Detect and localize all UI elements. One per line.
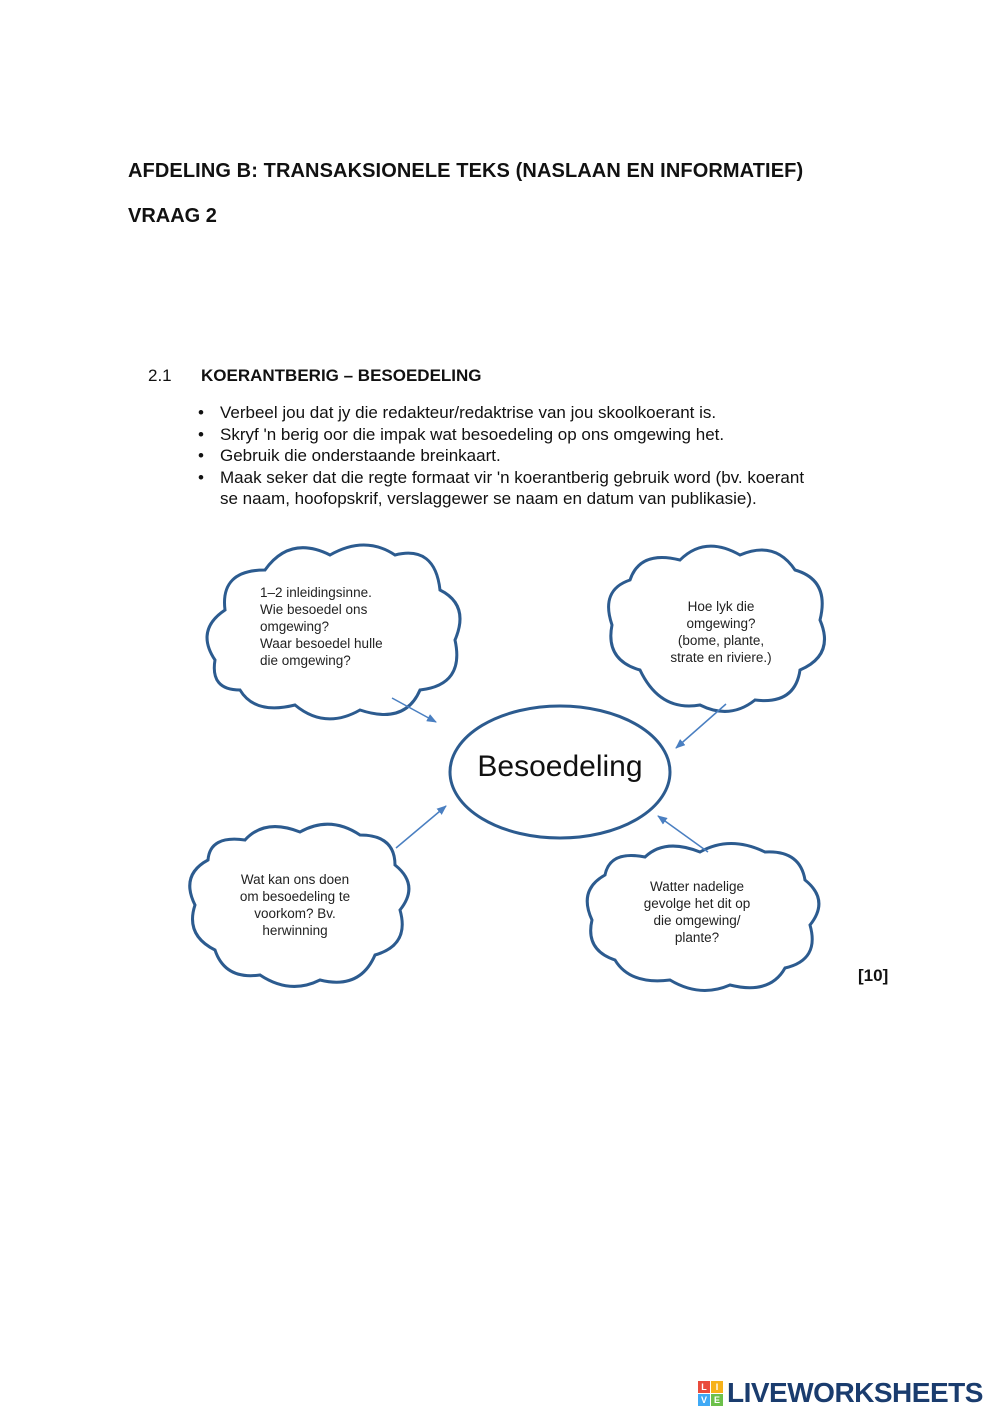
section-title: AFDELING B: TRANSAKSIONELE TEKS (NASLAAN EN INFORMATIEF) [128,160,804,182]
cloud-text-bottom-left: Wat kan ons doen om besoedeling te voorkom? Bv. herwinning [239,872,351,938]
center-topic: Besoedeling [477,750,643,783]
cloud-text-top-right: Hoe lyk die omgewing? (bome, plante, strate en riviere.) [670,599,772,665]
question-heading: VRAAG 2 [128,205,217,227]
task-title: KOERANTBERIG – BESOEDELING [201,366,482,385]
logo-letter: I [711,1381,723,1393]
logo-letter: E [711,1394,723,1406]
instruction-item: • Gebruik die onderstaande breinkaart. [198,445,808,467]
arrow-bottom-left [396,806,446,848]
marks-total: [10] [858,966,889,985]
logo-letter: V [698,1394,710,1406]
cloud-text-top-left: 1–2 inleidingsinne. Wie besoedel ons omgewing? Waar besoedel hulle die omgewing? [260,585,383,668]
task-number: 2.1 [148,366,172,385]
cloud-text-bottom-right: Watter nadelige gevolge het dit op die omgewing/ plante? [643,879,751,945]
instruction-item: • Skryf 'n berig oor die impak wat besoedeling op ons omgewing het. [198,424,808,446]
arrow-top-right [676,704,726,748]
brand-footer [698,1378,983,1408]
instruction-item: • Verbeel jou dat jy die redakteur/redaktrise van jou skoolkoerant is. [198,402,808,424]
brand-logo-icon [698,1381,723,1406]
instruction-item: • Maak seker dat die regte formaat vir 'n koerantberig gebruik word (bv. koerant se naam, hoofopskrif, verslaggewer se naam en datum van publikasie). [198,467,808,510]
logo-letter: L [698,1381,710,1393]
brand-name: LIVEWORKSHEETS [727,1377,983,1408]
